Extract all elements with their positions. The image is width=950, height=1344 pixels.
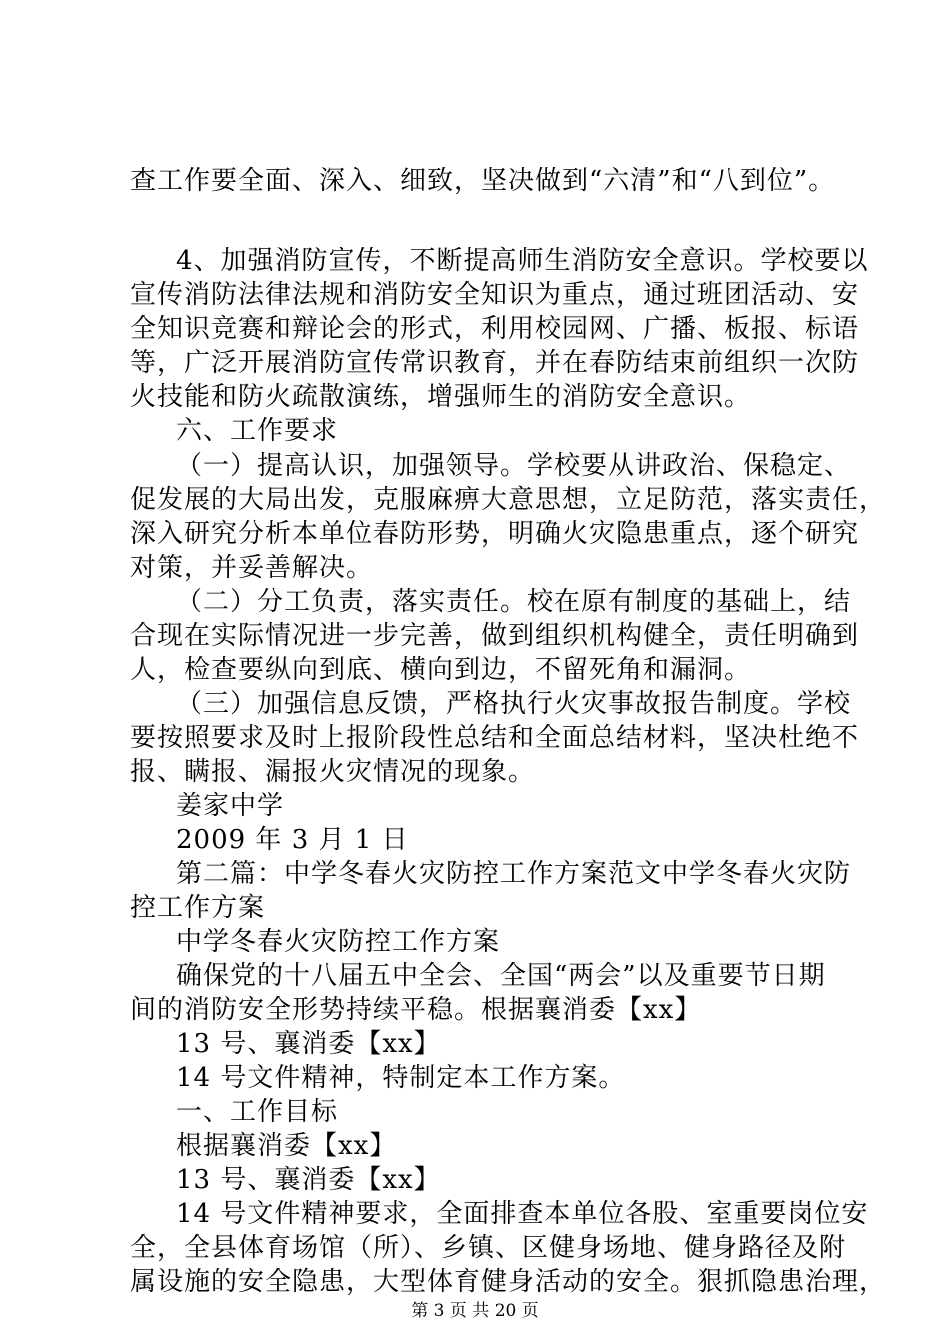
text-line: 宣传消防法律法规和消防安全知识为重点，通过班团活动、安 bbox=[130, 280, 860, 310]
chapter-title: 控工作方案 bbox=[130, 893, 266, 923]
text-line: （二）分工负责，落实责任。校在原有制度的基础上，结 bbox=[176, 587, 852, 617]
text-line: 合现在实际情况进一步完善，做到组织机构健全，责任明确到 bbox=[130, 621, 860, 651]
text-line: 14 号文件精神，特制定本工作方案。 bbox=[176, 1063, 626, 1093]
text-line: 14 号文件精神要求，全面排查本单位各股、室重要岗位安 bbox=[176, 1199, 869, 1229]
signature-school: 姜家中学 bbox=[176, 791, 285, 821]
chapter-title: 第二篇：中学冬春火灾防控工作方案范文中学冬春火灾防 bbox=[176, 859, 852, 889]
text-line: 深入研究分析本单位春防形势，明确火灾隐患重点，逐个研究 bbox=[130, 519, 860, 549]
text-line: 要按照要求及时上报阶段性总结和全面总结材料，坚决杜绝不 bbox=[130, 723, 860, 753]
text-line: 火技能和防火疏散演练，增强师生的消防安全意识。 bbox=[130, 382, 752, 412]
text-line: 报、瞒报、漏报火灾情况的现象。 bbox=[130, 757, 536, 787]
text-line: 13 号、襄消委【xx】 bbox=[176, 1165, 441, 1195]
text-line: （三）加强信息反馈，严格执行火灾事故报告制度。学校 bbox=[176, 689, 852, 719]
text-line: 人，检查要纵向到底、横向到边，不留死角和漏洞。 bbox=[130, 655, 752, 685]
section-heading: 六、工作要求 bbox=[176, 416, 339, 446]
text-line: （一）提高认识，加强领导。学校要从讲政治、保稳定、 bbox=[176, 451, 852, 481]
section-heading: 一、工作目标 bbox=[176, 1097, 339, 1127]
text-line: 间的消防安全形势持续平稳。根据襄消委【xx】 bbox=[130, 995, 702, 1025]
text-line: 确保党的十八届五中全会、全国“两会”以及重要节日期 bbox=[176, 961, 826, 991]
text-line: 属设施的安全隐患，大型体育健身活动的安全。狠抓隐患治理， bbox=[130, 1267, 887, 1297]
text-line: 查工作要全面、深入、细致，坚决做到“六清”和“八到位”。 bbox=[130, 166, 836, 196]
text-line: 对策，并妥善解决。 bbox=[130, 553, 374, 583]
text-line: 促发展的大局出发，克服麻痹大意思想，立足防范，落实责任， bbox=[130, 485, 887, 515]
text-line: 根据襄消委【xx】 bbox=[176, 1131, 397, 1161]
text-line: 13 号、襄消委【xx】 bbox=[176, 1029, 441, 1059]
page-footer: 第 3 页 共 20 页 bbox=[411, 1301, 539, 1321]
text-line: 等，广泛开展消防宣传常识教育，并在春防结束前组织一次防 bbox=[130, 348, 860, 378]
text-line: 全，全县体育场馆（所）、乡镇、区健身场地、健身路径及附 bbox=[130, 1233, 847, 1263]
text-line: 4、加强消防宣传，不断提高师生消防安全意识。学校要以 bbox=[176, 246, 869, 276]
signature-date: 2009 年 3 月 1 日 bbox=[176, 825, 409, 855]
text-line: 全知识竞赛和辩论会的形式，利用校园网、广播、板报、标语 bbox=[130, 314, 860, 344]
section-heading: 中学冬春火灾防控工作方案 bbox=[176, 927, 501, 957]
